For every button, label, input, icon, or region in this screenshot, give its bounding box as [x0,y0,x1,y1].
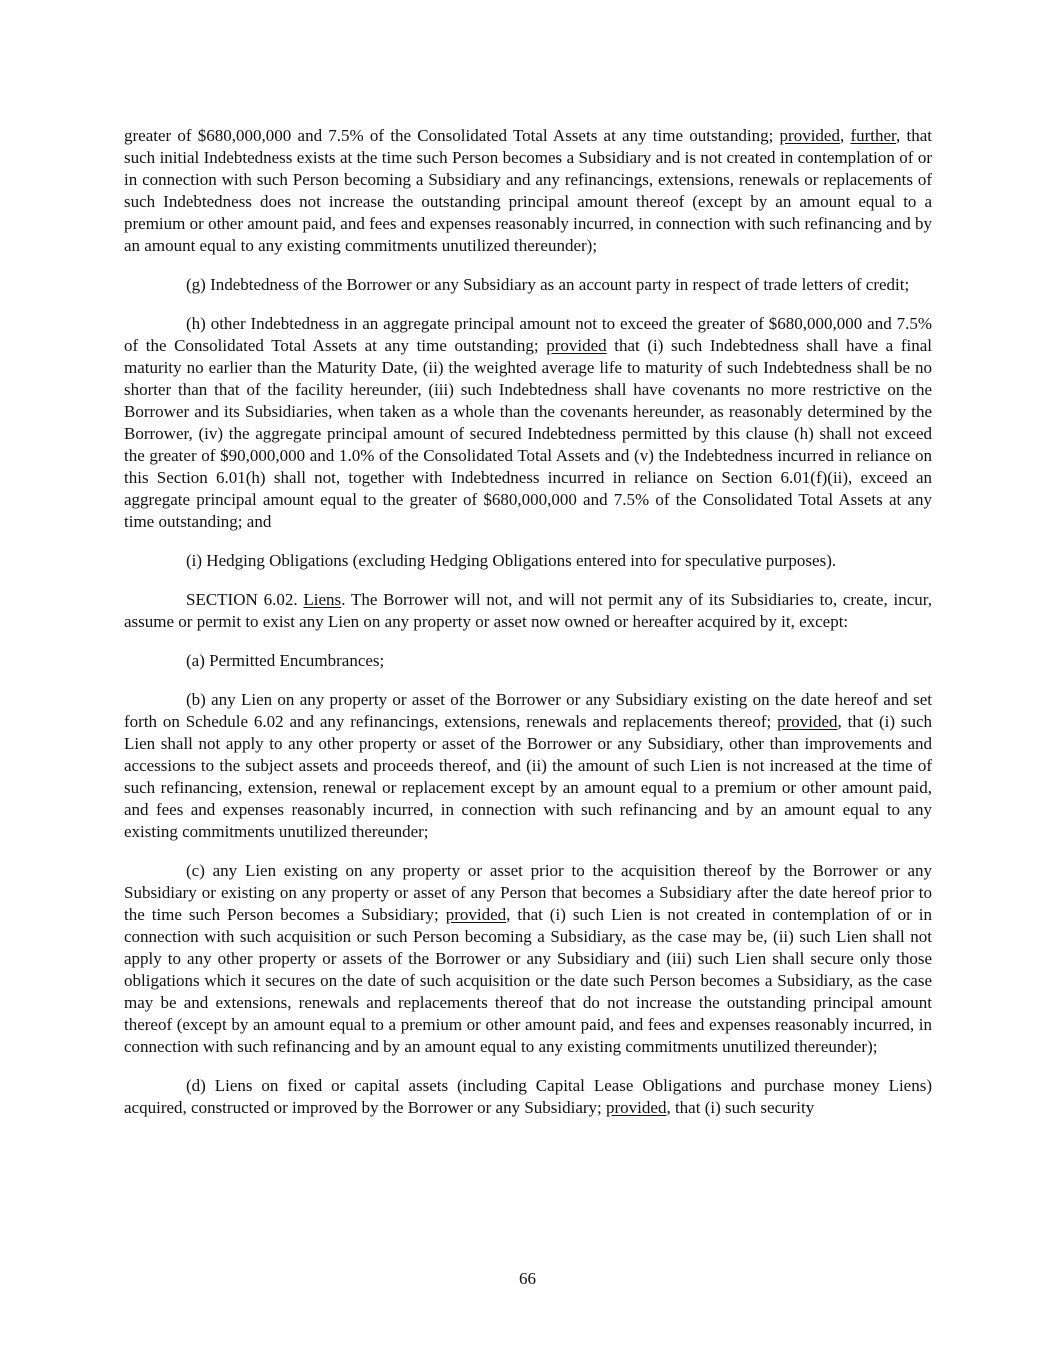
text-segment: . The Borrower will not, and will not permit any of its Subsidiaries to, create, incur, assume or permit to exist any Lien on any property or asset now owned or hereafter acquired by it, except: [124,590,932,631]
underlined-term: provided [779,126,840,145]
paragraph-lien-a [124,650,932,672]
underlined-term: provided [546,336,607,355]
text-segment: (d) Liens on fixed or capital assets (including Capital Lease Obligations and purchase money Liens) acquired, constructed or improved by the Borrower or any Subsidiary; [124,1076,932,1117]
text-segment: (a) Permitted Encumbrances; [186,651,385,670]
paragraph-clause-h [124,313,932,533]
text-segment: , that (i) such security [666,1098,815,1117]
paragraph-f-continued [124,125,932,257]
underlined-term: provided [445,905,507,924]
paragraph-clause-i [124,550,932,572]
text-segment: (c) any Lien existing on any property or asset prior to the acquisition thereof by the Borrower or any Subsidiary or existing on any property or asset of any Person that becomes a Subsidiary after the date hereof prior to the time such Person becomes a Subsidiary; [124,861,932,924]
document-page [124,125,932,1119]
paragraph-lien-c [124,860,932,1058]
text-segment: , that (i) such Lien is not created in contemplation of or in connection with such acquisition or such Person becoming a Subsidiary, as the case may be, (ii) such Lien shall not apply to any other property or assets of the Borrower or any Subsidiary and (iii) such Lien shall secure only those obligations which it secures on the date of such acquisition or the date such Person becomes a Subsidiary, as the case may be and extensions, renewals and replacements thereof that do not increase the outstanding principal amount thereof (except by an amount equal to a premium or other amount paid, and fees and expenses reasonably incurred, in connection with such refinancing and by an amount equal to any existing commitments unutilized thereunder); [124,905,933,1056]
text-segment: (i) Hedging Obligations (excluding Hedging Obligations entered into for speculative purposes). [186,551,837,570]
text-segment: , that such initial Indebtedness exists at the time such Person becomes a Subsidiary and is not created in contemplation of or in connection with such Person becoming a Subsidiary and any refinancings, extensions, renewals or replacements of such Indebtedness does not increase the outstanding principal amount thereof (except by an amount equal to a premium or other amount paid, and fees and expenses reasonably incurred, in connection with such refinancing and by an amount equal to any existing commitments unutilized thereunder); [124,126,932,255]
page-number: 66 [519,1269,536,1288]
text-segment: , [839,126,851,145]
underlined-term: further [850,126,897,145]
paragraph-section-6-02 [124,589,932,633]
text-segment: that (i) such Indebtedness shall have a final maturity no earlier than the Maturity Date, (ii) the weighted average life to maturity of such Indebtedness shall be no shorter than that of the facility hereunder, (iii) such Indebtedness shall have covenants no more restrictive on the Borrower and its Subsidiaries, when taken as a whole than the covenants hereunder, as reasonably determined by the Borrower, (iv) the aggregate principal amount of secured Indebtedness permitted by this clause (h) shall not exceed the greater of $90,000,000 and 1.0% of the Consolidated Total Assets and (v) the Indebtedness incurred in reliance on this Section 6.01(h) shall not, together with Indebtedness incurred in reliance on Section 6.01(f)(ii), exceed an aggregate principal amount equal to the greater of $680,000,000 and 7.5% of the Consolidated Total Assets at any time outstanding; and [124,336,932,531]
text-segment: (g) Indebtedness of the Borrower or any Subsidiary as an account party in respect of trade letters of credit; [186,275,910,294]
text-segment: greater of $680,000,000 and 7.5% of the Consolidated Total Assets at any time outstanding; [124,126,780,145]
text-segment: (b) any Lien on any property or asset of the Borrower or any Subsidiary existing on the date hereof and set forth on Schedule 6.02 and any refinancings, extensions, renewals and replacements thereof; [124,690,932,731]
underlined-term: Liens [303,590,342,609]
paragraph-lien-d [124,1075,932,1119]
underlined-term: provided [606,1098,667,1117]
text-segment: , that (i) such Lien shall not apply to any other property or asset of the Borrower or any Subsidiary, other than improvements and accessions to the subject assets and proceeds thereof, and (ii) the amount of such Lien is not increased at the time of such refinancing, extension, renewal or replacement except by an amount equal to a premium or other amount paid, and fees and expenses reasonably incurred, in connection with such refinancing and by an amount equal to any existing commitments unutilized thereunder; [124,712,933,841]
text-segment: (h) other Indebtedness in an aggregate principal amount not to exceed the greater of $680,000,000 and 7.5% of the Consolidated Total Assets at any time outstanding; [124,314,932,355]
paragraph-clause-g [124,274,932,296]
section-heading: SECTION 6.02. [186,590,304,609]
paragraph-lien-b [124,689,932,843]
underlined-term: provided [777,712,838,731]
